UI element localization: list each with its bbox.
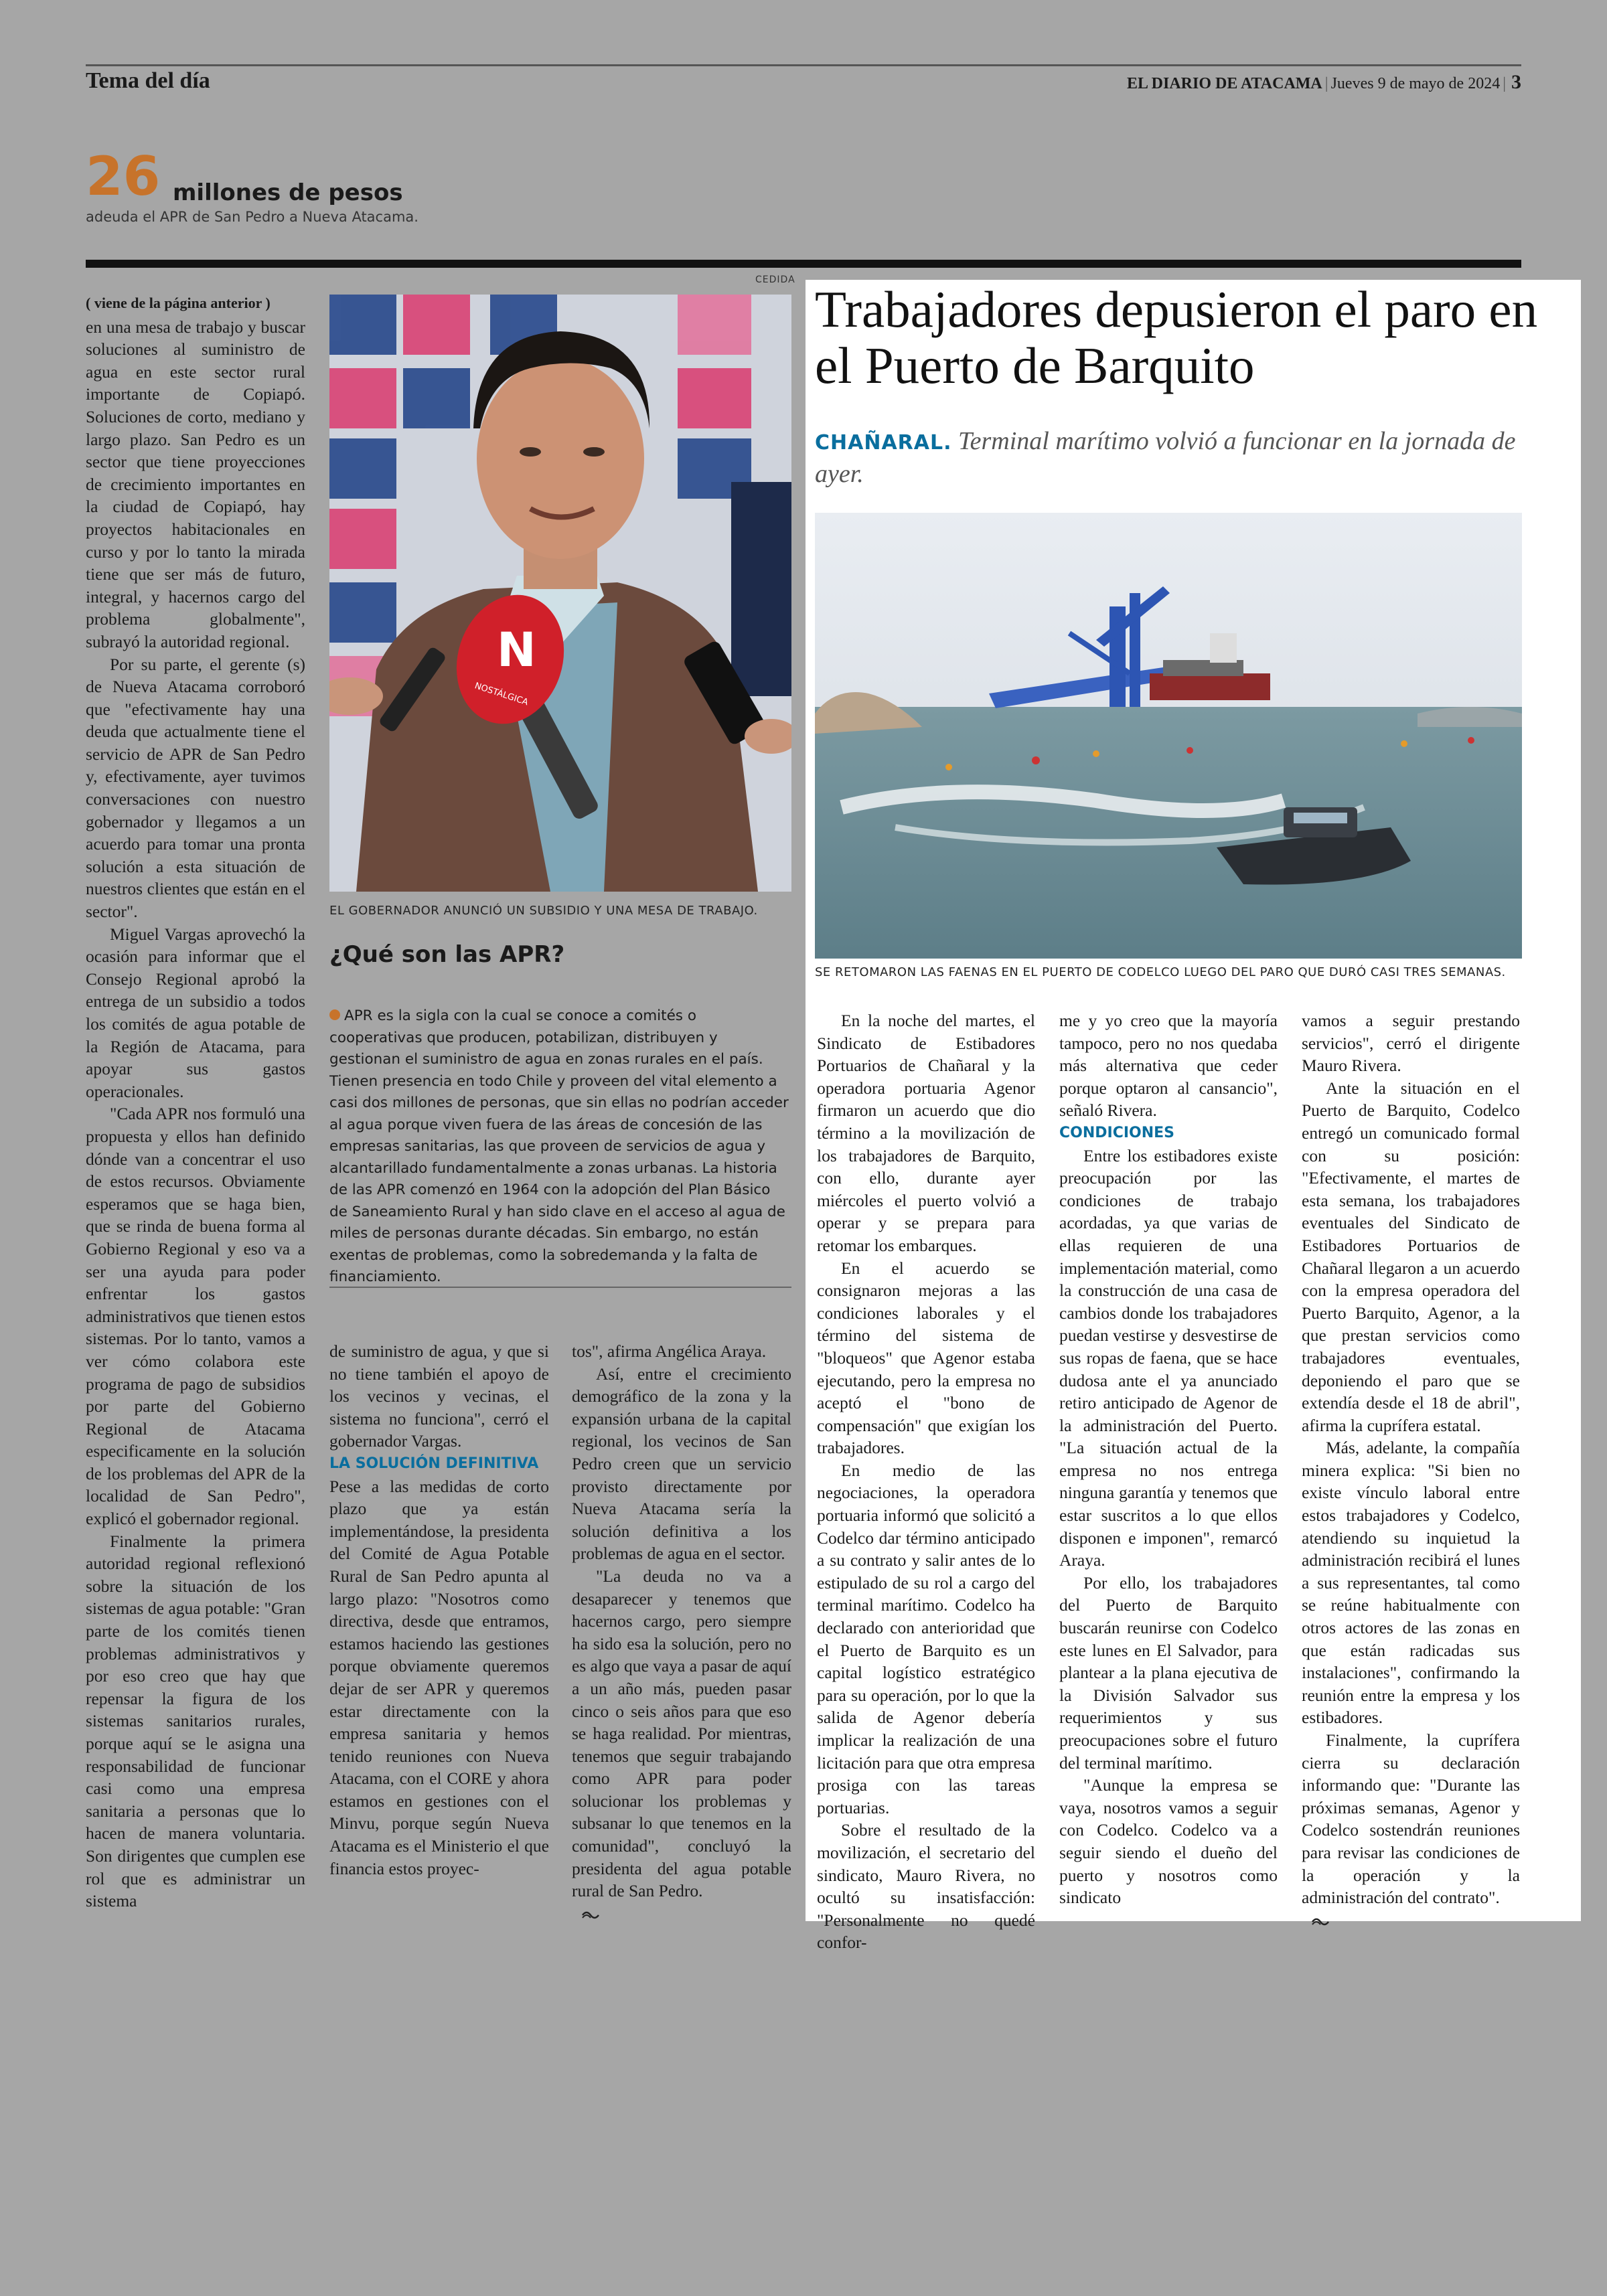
sidebar-rule [329, 1287, 791, 1288]
article-headline: Trabajadores depusieron el paro en el Puerto de Barquito [815, 280, 1538, 394]
header-rule [86, 64, 1521, 66]
mic-brand-label: NOSTÁLGICA [473, 681, 530, 708]
left-story-column-2 [329, 1340, 549, 1880]
paragraph: tos", afirma Angélica Araya. [572, 1341, 767, 1361]
port-photo-caption: SE RETOMARON LAS FAENAS EN EL PUERTO DE CODELCO LUEGO DEL PARO QUE DURÓ CASI TRES SEMANAS. [815, 965, 1506, 979]
highlight-unit: millones de pesos [173, 179, 403, 206]
bullet-icon [329, 1009, 340, 1020]
paragraph: Pese a las medidas de corto plazo que ya están implementándose, la presidenta del Comité de Agua Potable Rural de San Pedro apunta al largo plazo: "Nosotros como directiva, desde que entramos, estamos haciendo las gestiones porque obviamente queremos dejar de ser APR y queremos estar directamente con la empresa sanitaria y hemos tenido reuniones con Nueva Atacama, con el CORE y ahora estamos en gestiones con el Minvu, porque según Nueva Atacama es el Ministerio el que financia estos proyec- [329, 1476, 549, 1878]
paragraph: Por ello, los trabajadores del Puerto de Barquito buscarán reunirse con Codelco este lunes en El Salvador, para plantear a la plana ejecutiva de la División Salvador sus requerimientos y sus preocupaciones sobre el futuro del terminal marítimo. [1059, 1572, 1278, 1773]
paragraph: "La deuda no va a desaparecer y tenemos que hacernos cargo, pero siempre ha sido esa la solución, pero no es algo que vaya a pasar de aquí a un año más, pueden pasar cinco o seis años para que eso se haga realidad. Por mientras, tenemos que seguir trabajando como APR para poder solucionar los problemas y subsanar lo que tenemos en la comunidad", concluyó la presidenta del agua potable rural de San Pedro. [572, 1566, 791, 1901]
sidebar-title: ¿Qué son las APR? [329, 941, 565, 968]
left-story-column-1 [86, 292, 305, 1912]
paragraph: En la noche del martes, el Sindicato de Estibadores Portuarios de Chañaral y la operadora portuaria Agenor firmaron un acuerdo que dio término a la movilización de los trabajadores de Barquito, con ello, durante ayer miércoles el puerto volvió a operar y se prepara para retomar los embarques. [817, 1011, 1035, 1255]
article-column-3 [1302, 1009, 1520, 1931]
paragraph: en una mesa de trabajo y buscar soluciones al suministro de agua en este sector rural importante de Copiapó. Soluciones de corto, mediano y largo plazo. San Pedro es un sector que tiene proyecciones de crecimiento importantes en la ciudad de Copiapó, hay proyectos habitacionales en curso y por lo tanto la mirada tiene que ser más de futuro, integral, y hacernos cargo del problema globalmente", subrayó la autoridad regional. [86, 317, 305, 651]
end-mark-icon [581, 1910, 600, 1920]
paragraph: En el acuerdo se consignaron mejoras a las condiciones laborales y el término del sistema de "bloqueos" que Agenor estaba ejecutando, pero la empresa no aceptó el "bono de compensación" que exigían los trabajadores. [817, 1258, 1035, 1458]
article-column-1 [817, 1009, 1035, 1954]
article-column-2 [1059, 1009, 1278, 1909]
dateline: CHAÑARAL. [815, 431, 952, 455]
port-photo [815, 513, 1522, 959]
sidebar-body: APR es la sigla con la cual se conoce a comités o cooperativas que producen, potabilizan, distribuyen y gestionan el suministro de agua en zonas rurales en el país. Tienen presencia en todo Chile y proveen del vital elemento a casi dos millones de personas, que sin ellas no podrían acceder al agua porque viven fuera de las áreas de concesión de las empresas sanitarias, las que proveen de servicios de agua y alcantarillado fundamentalmente a zonas urbanas. La historia de las APR comenzó en 1964 con la adopción del Plan Básico de Saneamiento Rural y han sido clave en el acceso al agua de miles de personas durante décadas. Sin embargo, no están exentas de problemas, como la sobredemanda y la falta de financiamiento. [329, 1007, 789, 1285]
paragraph: Miguel Vargas aprovechó la ocasión para informar que el Consejo Regional aprobó la entrega de un subsidio a todos los comités de agua potable de la Región de Atacama, para apoyar sus gastos operacionales. [86, 924, 305, 1101]
paragraph: Por su parte, el gerente (s) de Nueva Atacama corroboró que "efectivamente hay una deuda que actualmente tiene el servicio de APR de San Pedro y, efectivamente, ayer tuvimos conversaciones con nuestro gobernador y llegamos a un acuerdo para tomar una pronta solución a esta situación de nuestros clientes que están en el sector". [86, 654, 305, 922]
section-divider [86, 260, 1521, 268]
paragraph: En medio de las negociaciones, la operadora portuaria informó que solicitó a Codelco dar término anticipado a su contrato y salir antes de lo estipulado de su rol a cargo del terminal marítimo. Codelco ha declarado con anterioridad que el Puerto de Barquito es un capital logístico estratégico para su operación, por lo que la salida de Agenor debería implicar la realización de una licitación para que otra empresa prosiga con las tareas portuarias. [817, 1460, 1035, 1817]
governor-photo-caption: EL GOBERNADOR ANUNCIÓ UN SUBSIDIO Y UNA MESA DE TRABAJO. [329, 904, 758, 918]
separator: | [1503, 75, 1506, 92]
article-dek [815, 426, 1525, 489]
paragraph: Finalmente, la cuprífera cierra su declaración informando que: "Durante las próximas semanas, Agenor y Codelco sostendrán reuniones para revisar las condiciones de la operación y la administración del contrato". [1302, 1730, 1520, 1908]
dek-text: Terminal marítimo volvió a funcionar en la jornada de ayer. [815, 427, 1516, 488]
subhead: LA SOLUCIÓN DEFINITIVA [329, 1455, 539, 1472]
paragraph: me y yo creo que la mayoría tampoco, pero no nos quedaba más alternativa que ceder porque optaron al cansancio", señaló Rivera. [1059, 1011, 1278, 1121]
highlight-subtitle: adeuda el APR de San Pedro a Nueva Atacama. [86, 209, 418, 225]
paragraph: Entre los estibadores existe preocupación por las condiciones de trabajo acordadas, ya que varias de ellas requieren de una implementación material, como la construcción de una casa de cambios donde los trabajadores puedan vestirse y desvestirse de sus ropas de faena, que se hace dudosa ante el ya anunciado retiro anticipado de Agenor de la administración del Puerto. "La situación actual de la empresa no nos entrega ninguna garantía y tenemos que estar suscritos a lo que ellos disponen e imponen", remarcó Araya. [1059, 1145, 1278, 1570]
separator: | [1324, 75, 1328, 92]
svg-text:N: N [497, 623, 536, 677]
paragraph: "Cada APR nos formuló una propuesta y ellos han definido dónde van a concentrar el uso de estos recursos. Obviamente esperamos que se haga bien, que se rinda de buena forma al Gobierno Regional y eso va a ser una ayuda para poder enfrentar los gastos administrativos que tienen estos sistemas. Por lo tanto, vamos a ver cómo colabora este programa de pago de subsidios por parte del Gobierno Regional de Atacama especificamente en la solución de los problemas del APR de la localidad de San Pedro", explicó el gobernador regional. [86, 1104, 305, 1529]
highlight-number: 26 [86, 145, 161, 208]
issue-date: Jueves 9 de mayo de 2024 [1330, 75, 1501, 92]
section-title: Tema del día [86, 68, 210, 93]
continued-label: ( viene de la página anterior ) [86, 295, 271, 311]
paragraph: Así, entre el crecimiento demográfico de la zona y la expansión urbana de la capital regional, los vecinos de San Pedro creen que un servicio provisto directamente por Nueva Atacama sería la solución definitiva a los problemas de agua en el sector. [572, 1364, 791, 1564]
paragraph: de suministro de agua, y que si no tiene también el apoyo de los vecinos y vecinas, el sistema no funciona", cerró el gobernador Vargas. [329, 1341, 549, 1451]
paragraph: Más, adelante, la compañía minera explica: "Si bien no existe vínculo laboral entre estos trabajadores y Codelco, atendiendo su inquietud la administración recibirá el lunes a sus representantes, tal como se reúne habitualmente con otros actores de las zonas en que están radicadas sus instalaciones", confirmando la reunión entre la empresa y los estibadores. [1302, 1438, 1520, 1728]
paragraph: vamos a seguir prestando servicios", cerró el dirigente Mauro Rivera. [1302, 1011, 1520, 1076]
paragraph: Ante la situación en el Puerto de Barquito, Codelco entregó un comunicado formal con su posición: "Efectivamente, el martes de esta semana, los trabajadores eventuales del Sindicato de Estibadores Portuarios de Chañaral llegaron a un acuerdo con la empresa operadora del Puerto Barquito, Agenor, a la que prestan servicios como trabajadores eventuales, deponiendo el paro que se extendía desde el 18 de abril", afirma la cuprífera estatal. [1302, 1078, 1520, 1435]
left-story-column-3 [572, 1340, 791, 1924]
end-mark-icon [1311, 1916, 1330, 1927]
governor-photo [329, 295, 791, 892]
paper-name: EL DIARIO DE ATACAMA [1126, 75, 1322, 92]
sidebar-text [329, 1005, 791, 1289]
governor-photo-illustration [329, 295, 791, 892]
page-number: 3 [1511, 71, 1521, 93]
photo-credit: CEDIDA [755, 274, 795, 285]
port-photo-illustration [815, 513, 1522, 959]
subhead: CONDICIONES [1059, 1124, 1175, 1141]
paragraph: Sobre el resultado de la movilización, el secretario del sindicato, Mauro Rivera, no ocultó su insatisfacción: "Personalmente no quedé confor- [817, 1820, 1035, 1953]
paragraph: Finalmente la primera autoridad regional reflexionó sobre la situación de los sistemas de agua potable: "Gran parte de los comités tienen problemas administrativos y por eso creo que hay que repensar la figura de los sistemas sanitarios rurales, porque aquí se le asigna una responsabilidad de funcionar casi como una empresa sanitaria a personas que lo hacen de manera voluntaria. Son dirigentes que cumplen ese rol que es administrar un sistema [86, 1531, 305, 1911]
paragraph: "Aunque la empresa se vaya, nosotros vamos a seguir con Codelco. Codelco va a seguir siendo el dueño del puerto y nosotros como sindicato [1059, 1775, 1278, 1908]
masthead [1127, 71, 1521, 94]
